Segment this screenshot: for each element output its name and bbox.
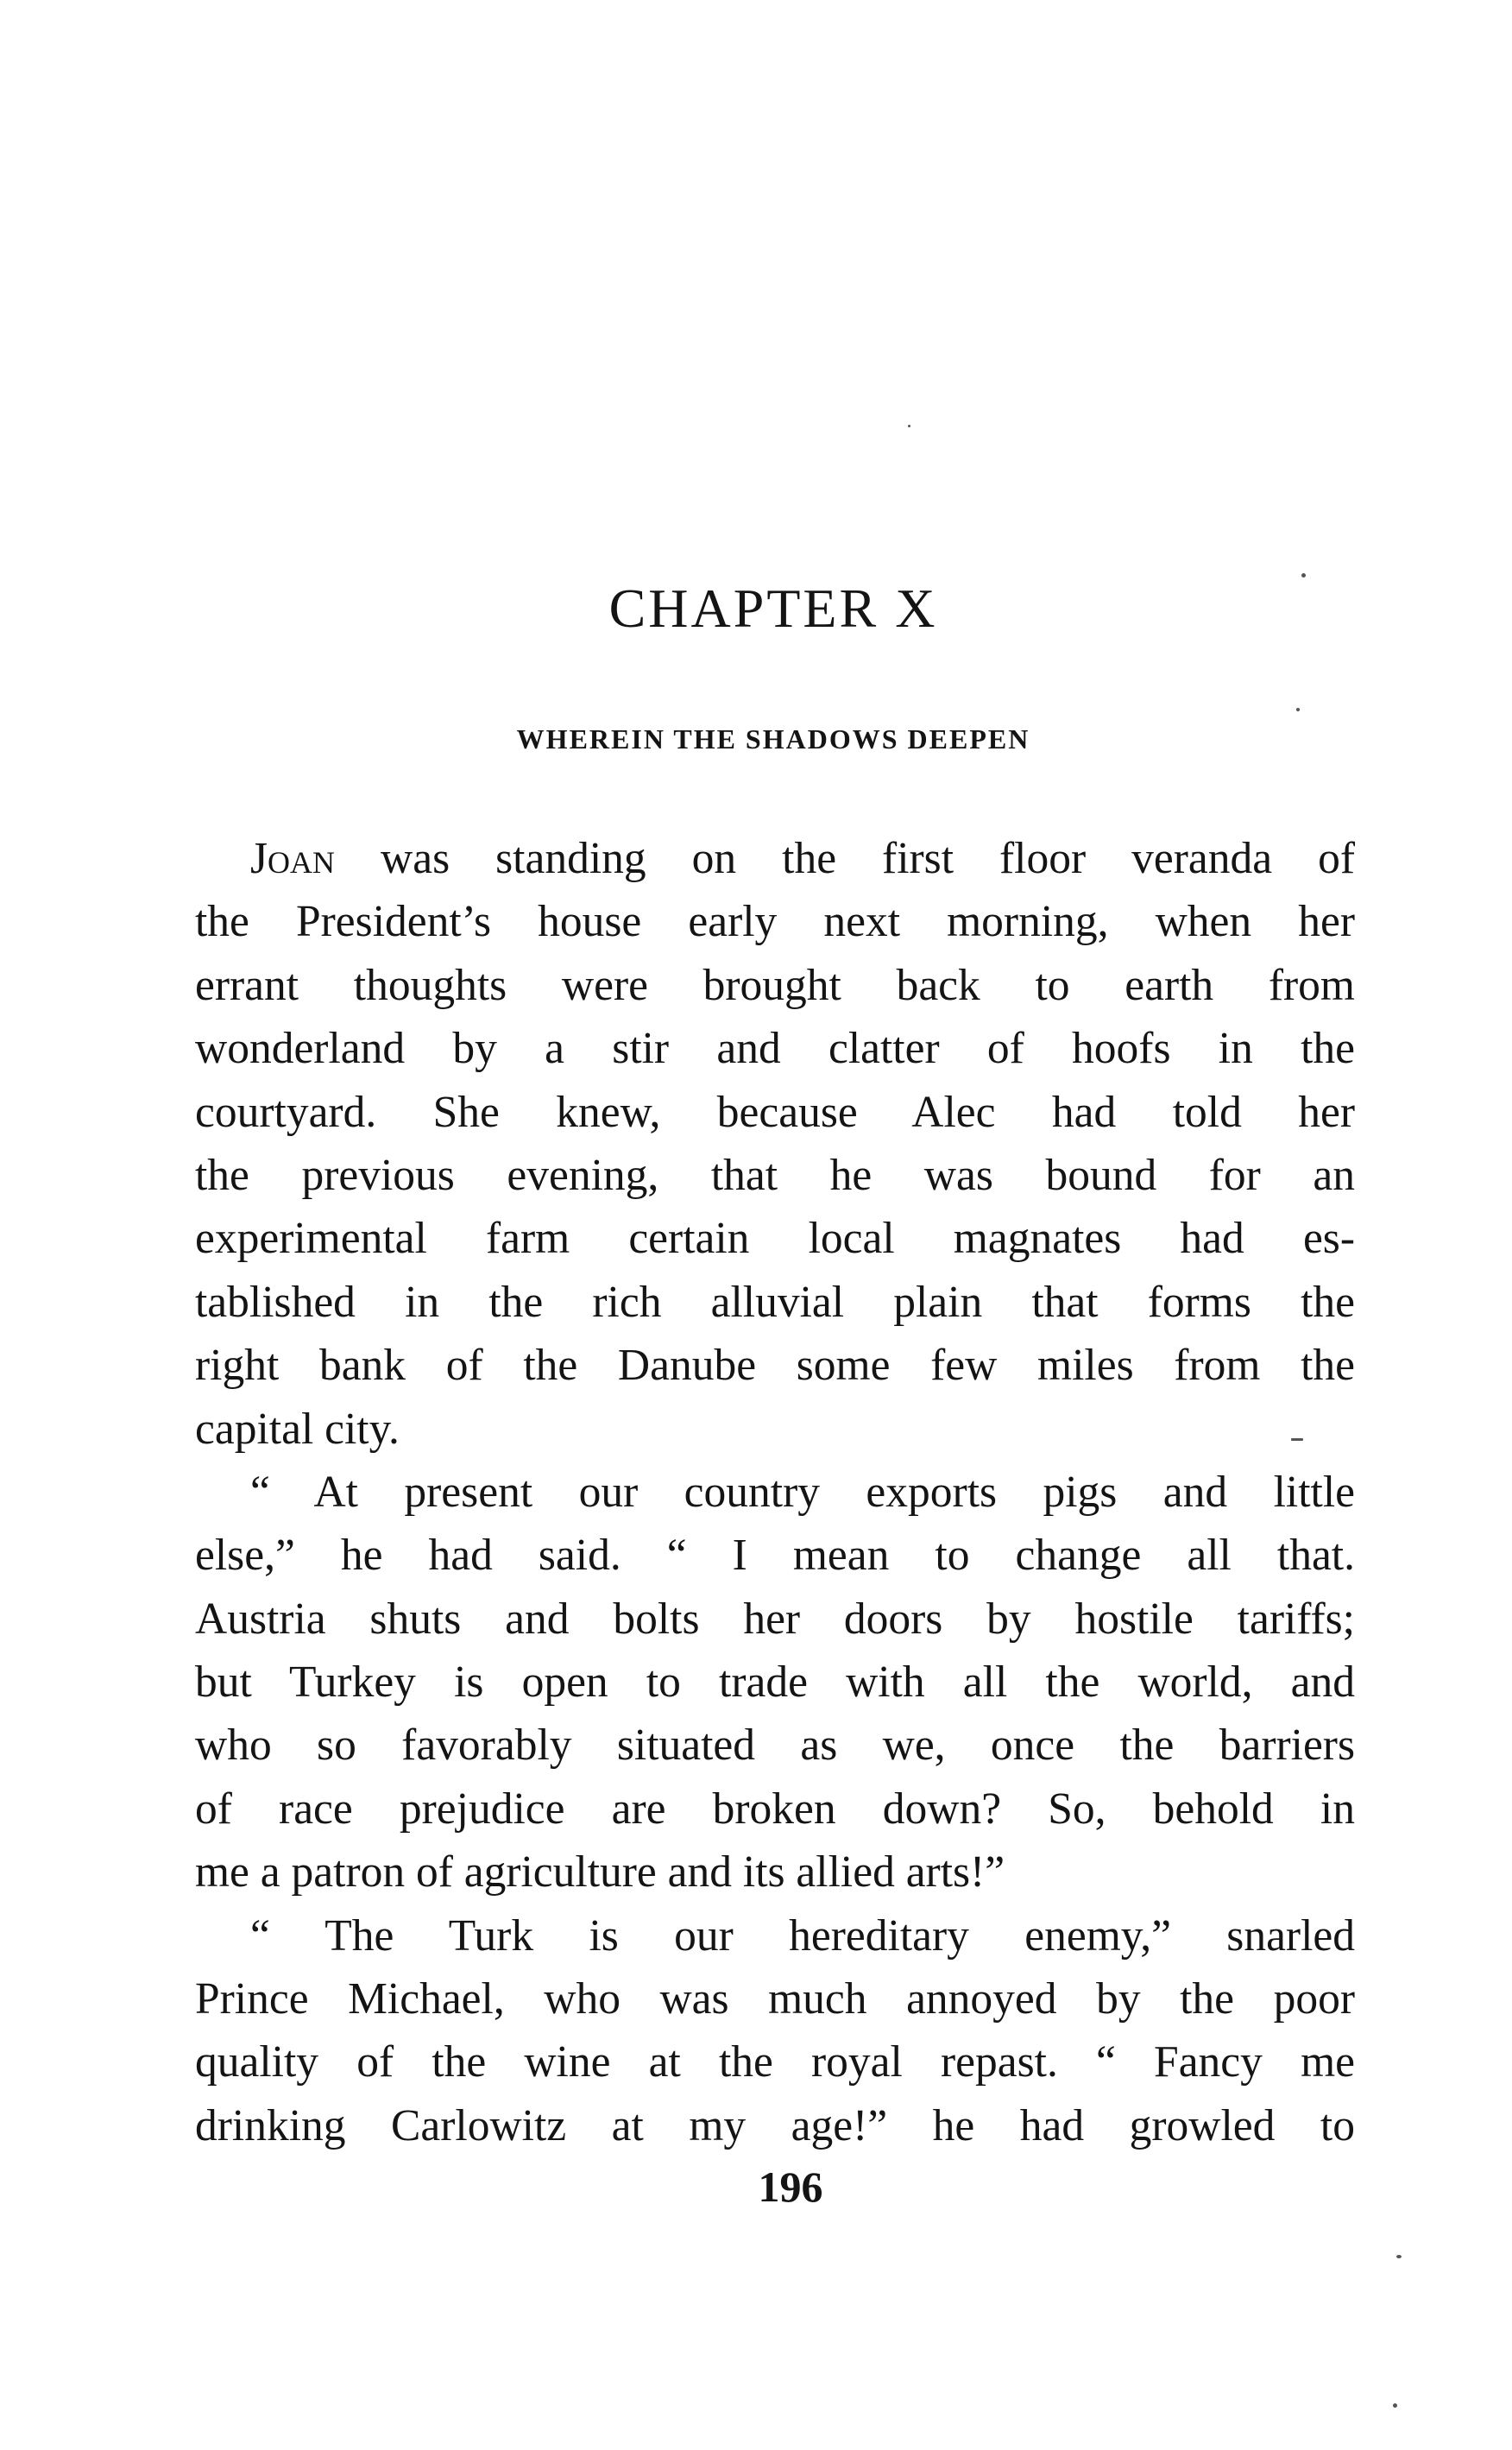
scan-speck	[1393, 2403, 1397, 2408]
scan-speck	[1296, 708, 1300, 711]
text-line: drinking Carlowitz at my age!” he had growled to	[195, 2100, 1355, 2150]
text-line	[195, 827, 1355, 890]
text-line: quality of the wine at the royal repast. “ Fancy me	[195, 2037, 1355, 2087]
text-line: errant thoughts were brought back to earth from	[195, 960, 1355, 1010]
text-line: experimental farm certain local magnates had es-	[195, 1214, 1355, 1264]
text-line: who so favorably situated as we, once the barriers	[195, 1721, 1355, 1771]
scan-speck	[1396, 2255, 1402, 2258]
text-line-content: was standing on the first floor veranda of	[335, 834, 1355, 883]
text-line: the President’s house early next morning, when her	[195, 897, 1355, 947]
text-line: but Turkey is open to trade with all the world, and	[195, 1658, 1355, 1708]
text-line: me a patron of agriculture and its allied arts!”	[195, 1847, 1005, 1897]
chapter-subtitle: WHEREIN THE SHADOWS DEEPEN	[516, 723, 1030, 755]
text-line: else,” he had said. “ I mean to change all that.	[195, 1531, 1355, 1581]
drop-word: Joan	[250, 834, 336, 883]
text-line: Austria shuts and bolts her doors by hostile tariffs;	[195, 1594, 1355, 1644]
scan-speck	[908, 425, 910, 427]
text-line: courtyard. She knew, because Alec had told her	[195, 1087, 1355, 1137]
body-text	[195, 827, 1355, 2157]
text-line: the previous evening, that he was bound for an	[195, 1150, 1355, 1200]
text-line: “ At present our country exports pigs and little	[250, 1467, 1355, 1517]
text-line: of race prejudice are broken down? So, behold in	[195, 1784, 1355, 1834]
text-line: Prince Michael, who was much annoyed by the poor	[195, 1974, 1355, 2024]
page-number: 196	[758, 2163, 823, 2211]
scan-speck	[1301, 573, 1306, 578]
text-line: tablished in the rich alluvial plain that forms the	[195, 1277, 1355, 1327]
scan-speck	[1291, 1438, 1303, 1441]
text-line: “ The Turk is our hereditary enemy,” snarled	[250, 1910, 1355, 1961]
text-line: capital city.	[195, 1404, 400, 1454]
text-line: right bank of the Danube some few miles from the	[195, 1341, 1355, 1391]
chapter-title: CHAPTER X	[608, 578, 938, 639]
text-line: wonderland by a stir and clatter of hoofs in the	[195, 1024, 1355, 1074]
